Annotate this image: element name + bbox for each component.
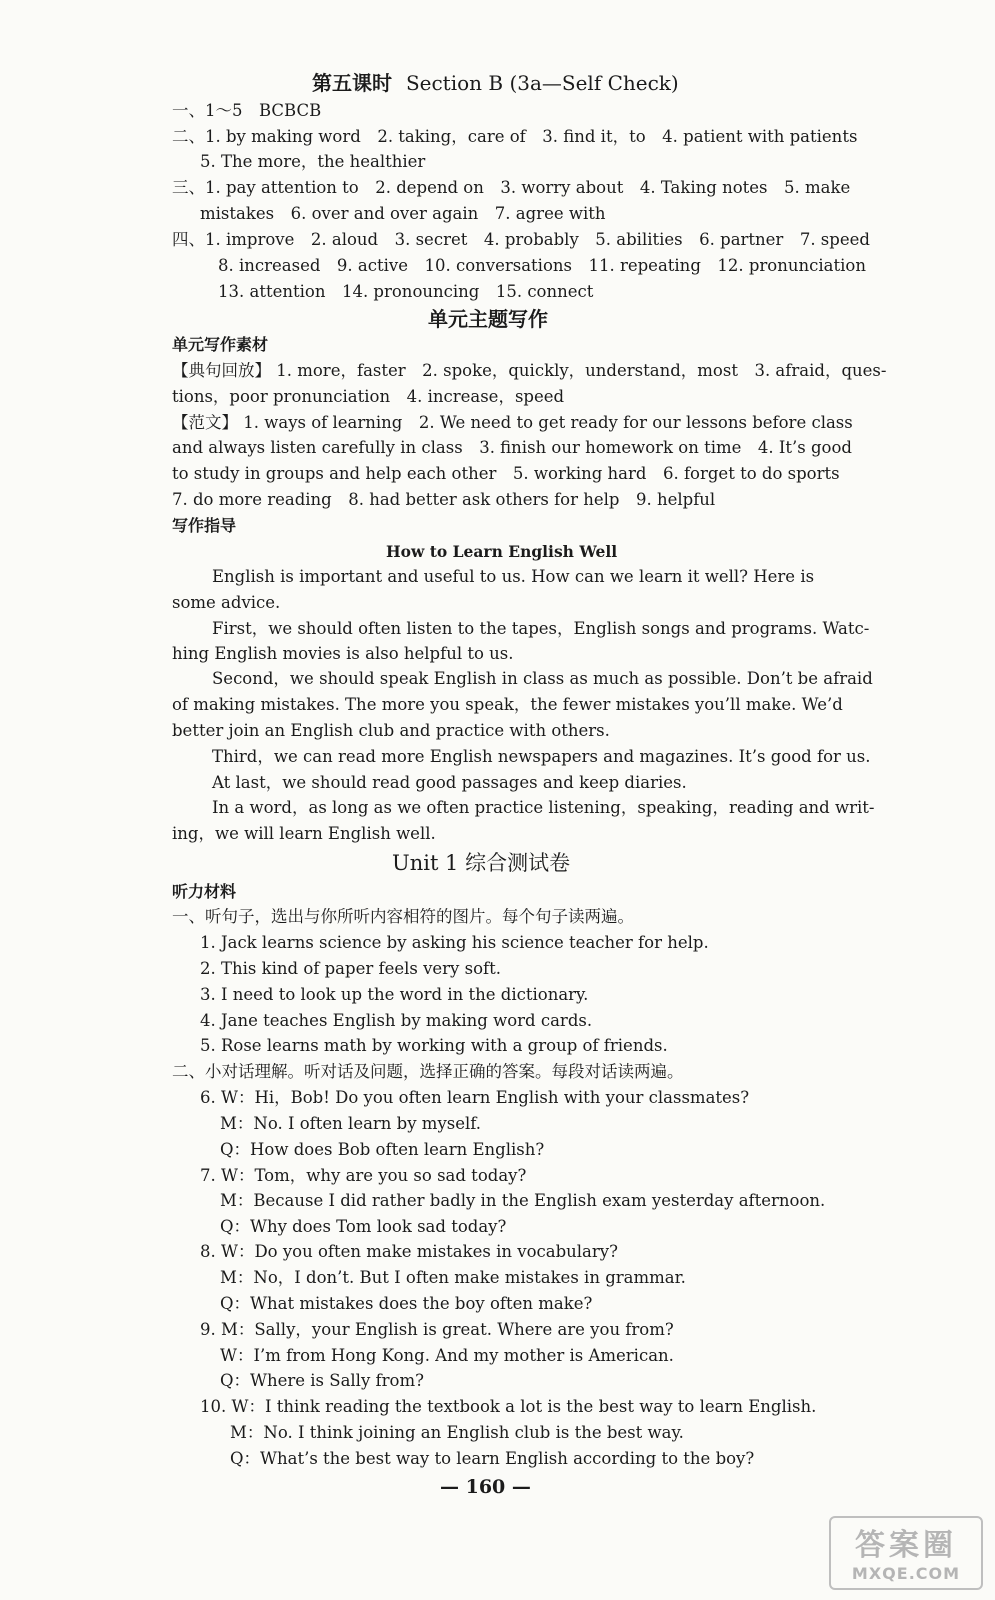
answer-line: 一、1～5 BCBCB [172,101,322,120]
writing-materials-heading: 单元写作素材 [172,335,269,354]
listening-line: Q：How does Bob often learn English? [220,1140,545,1159]
answer-line: mistakes 6. over and over again 7. agree with [200,204,606,223]
essay-line: some advice. [172,593,281,612]
listening-line: M：No. I often learn by myself. [220,1114,482,1133]
essay-line: of making mistakes. The more you speak，the fewer mistakes you’ll make. We’d [172,695,843,714]
material-line: 7. do more reading 8. had better ask others for help 9. helpful [172,490,716,509]
essay-line: At last，we should read good passages and keep diaries. [212,773,687,792]
listening-line: 2. This kind of paper feels very soft. [200,959,502,978]
watermark-logo [829,1516,983,1590]
material-line: and always listen carefully in class 3. finish our homework on time 4. It’s good [172,438,852,457]
essay-line: First，we should often listen to the tapes，English songs and programs. Watc- [212,619,870,638]
page-number: — 160 — [440,1476,531,1498]
listening-line: 1. Jack learns science by asking his science teacher for help. [200,933,709,952]
material-line: to study in groups and help each other 5. working hard 6. forget to do sports [172,464,840,483]
listening-line: 3. I need to look up the word in the dictionary. [200,985,589,1004]
answer-line: 8. increased 9. active 10. conversations 11. repeating 12. pronunciation [218,256,866,275]
essay-title: How to Learn English Well [386,542,618,561]
essay-line: English is important and useful to us. How can we learn it well? Here is [212,567,815,586]
essay-line: hing English movies is also helpful to us. [172,644,514,663]
listening-line: 6. W：Hi，Bob! Do you often learn English with your classmates? [200,1088,750,1107]
material-line: tions，poor pronunciation 4. increase，speed [172,387,565,406]
listening-line: 9. M：Sally，your English is great. Where are you from? [200,1320,674,1339]
essay-line: Third，we can read more English newspapers and magazines. It’s good for us. [212,747,871,766]
answer-line: 四、1. improve 2. aloud 3. secret 4. probably 5. abilities 6. partner 7. speed [172,230,870,249]
material-line: 【范文】 1. ways of learning 2. We need to get ready for our lessons before class [172,413,853,432]
listening-line: 7. W：Tom，why are you so sad today? [200,1166,527,1185]
listening-line: 二、小对话理解。听对话及问题，选择正确的答案。每段对话读两遍。 [172,1062,684,1081]
answer-line: 三、1. pay attention to 2. depend on 3. worry about 4. Taking notes 5. make [172,178,851,197]
watermark-text: 答案圈 [855,1528,957,1563]
material-line: 【典句回放】 1. more，faster 2. spoke，quickly，understand，most 3. afraid，ques- [172,361,887,380]
listening-line: Q：What mistakes does the boy often make? [220,1294,593,1313]
answer-line: 5. The more，the healthier [200,152,426,171]
writing-guide-heading: 写作指导 [172,516,237,535]
listening-line: 5. Rose learns math by working with a group of friends. [200,1036,668,1055]
answer-line: 13. attention 14. pronouncing 15. connect [218,282,594,301]
watermark-domain: MXQE.COM [851,1564,961,1583]
listening-line: 10. W：I think reading the textbook a lot is the best way to learn English. [200,1397,817,1416]
unit-test-title: Unit 1 综合测试卷 [392,851,571,875]
listening-heading: 听力材料 [172,882,237,901]
listening-line: 8. W：Do you often make mistakes in vocabulary? [200,1242,618,1261]
listening-line: 4. Jane teaches English by making word cards. [200,1011,593,1030]
listening-line: Q：Where is Sally from? [220,1371,424,1390]
essay-line: ing，we will learn English well. [172,824,436,843]
writing-title: 单元主题写作 [428,307,548,331]
listening-line: M：No，I don’t. But I often make mistakes in grammar. [220,1268,686,1287]
listening-line: Q：What’s the best way to learn English according to the boy? [230,1449,755,1468]
section-title-en: Section B (3a—Self Check) [405,71,679,95]
section-title-cn: 第五课时 [312,71,392,95]
essay-line: better join an English club and practice with others. [172,721,610,740]
listening-line: W：I’m from Hong Kong. And my mother is American. [220,1346,674,1365]
listening-line: M：No. I think joining an English club is the best way. [230,1423,684,1442]
listening-line: 一、听句子，选出与你所听内容相符的图片。每个句子读两遍。 [172,907,634,926]
listening-line: M：Because I did rather badly in the English exam yesterday afternoon. [220,1191,826,1210]
listening-line: Q：Why does Tom look sad today? [220,1217,507,1236]
section-title [312,72,679,94]
essay-line: Second，we should speak English in class as much as possible. Don’t be afraid [212,669,873,688]
answer-line: 二、1. by making word 2. taking，care of 3. find it，to 4. patient with patients [172,127,858,146]
essay-line: In a word，as long as we often practice listening，speaking，reading and writ- [212,798,875,817]
